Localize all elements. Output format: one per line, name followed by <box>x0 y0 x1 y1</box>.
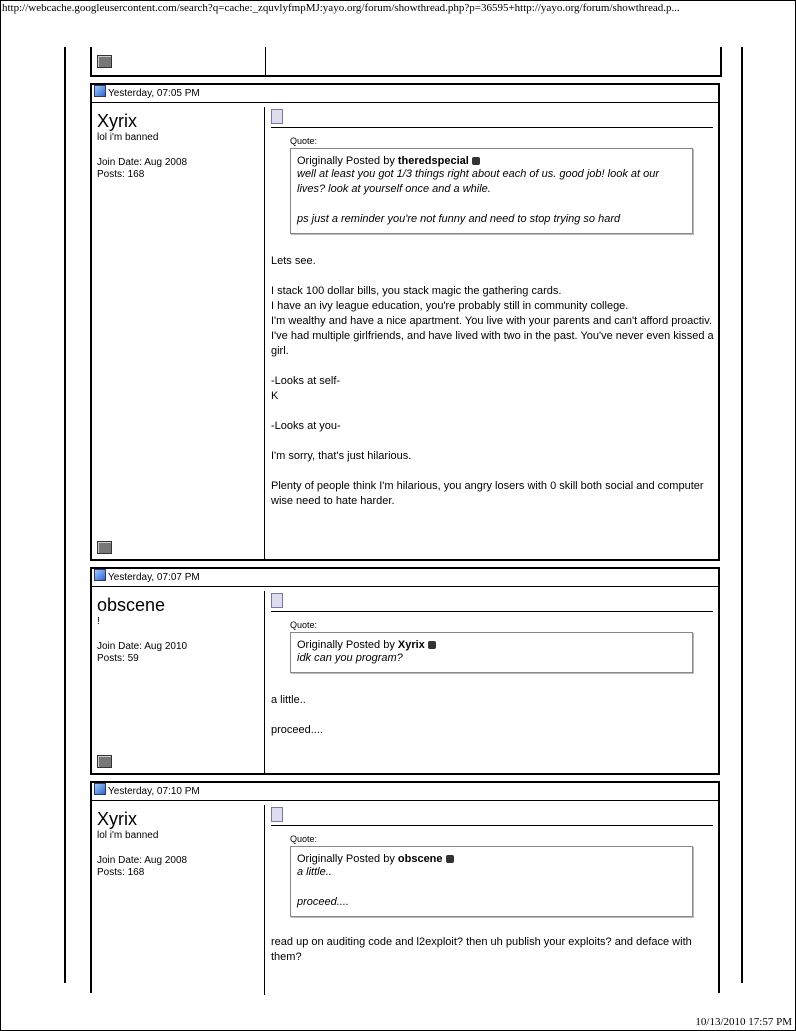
print-timestamp: 10/13/2010 17:57 PM <box>695 1016 792 1028</box>
post <box>90 567 720 775</box>
post-content <box>265 107 718 559</box>
username-link[interactable]: obscene <box>97 595 166 615</box>
quote-author: theredspecial <box>397 155 469 167</box>
user-title: ! <box>97 616 100 627</box>
post-count: Posts: 59 <box>97 653 139 664</box>
quote-prefix: Originally Posted by <box>297 155 395 167</box>
quote-prefix: Originally Posted by <box>297 639 395 651</box>
divider <box>271 825 713 826</box>
post <box>90 781 720 993</box>
post-timestamp: Yesterday, 07:07 PM <box>108 572 200 583</box>
post-doc-icon <box>94 569 106 581</box>
post-count: Posts: 168 <box>97 169 145 180</box>
offline-status-icon <box>97 541 112 554</box>
post-doc-icon <box>94 85 106 97</box>
username-link[interactable]: Xyrix <box>97 809 137 829</box>
quote-text: idk can you program? <box>297 652 403 664</box>
previous-post-tail <box>90 47 722 77</box>
post-doc-icon <box>94 783 106 795</box>
view-post-icon[interactable] <box>428 641 436 649</box>
divider <box>271 611 713 612</box>
quote-box <box>290 846 693 917</box>
quote-label: Quote: <box>290 834 318 844</box>
quote-label: Quote: <box>290 620 318 630</box>
left-border-line <box>64 47 66 983</box>
username-link[interactable]: Xyrix <box>97 111 137 131</box>
post-message: Lets see. I stack 100 dollar bills, you stack magic the gathering cards. I have an ivy league education, you're probably still in community college. I'm wealthy and have a nice apartment. You live with your parents and can't afford proactiv. I've had multiple girlfriends, and have lived with two in the past. You've never even kissed a girl. -Looks at self- K -Looks at you- I'm sorry, that's just hilarious. Plenty of people think I'm hilarious, you angry losers with 0 skill both social and computer wise need to hate harder. <box>271 255 714 507</box>
quote-prefix: Originally Posted by <box>297 853 395 865</box>
post-timestamp: Yesterday, 07:05 PM <box>108 88 200 99</box>
view-post-icon[interactable] <box>446 855 454 863</box>
quote-author: obscene <box>397 853 443 865</box>
post-content <box>265 591 718 773</box>
quote-text: a little.. proceed.... <box>297 866 349 908</box>
post-icon <box>271 593 283 608</box>
user-title: lol i'm banned <box>97 132 159 143</box>
quote-author: Xyrix <box>397 639 425 651</box>
post-content <box>265 805 718 995</box>
post-header <box>92 569 718 587</box>
post-message: a little.. proceed.... <box>271 694 323 736</box>
join-date: Join Date: Aug 2008 <box>97 855 188 866</box>
user-title: lol i'm banned <box>97 830 159 841</box>
view-post-icon[interactable] <box>472 157 480 165</box>
right-border-line <box>741 47 743 983</box>
user-info <box>92 107 265 559</box>
divider <box>271 127 713 128</box>
quote-text: well at least you got 1/3 things right about each of us. good job! look at our lives? look at yourself once and a while. ps just a reminder you're not funny and need to stop trying so hard <box>297 168 660 225</box>
post-timestamp: Yesterday, 07:10 PM <box>108 786 200 797</box>
post-message: read up on auditing code and l2exploit? then uh publish your exploits? and deface with them? <box>271 936 692 963</box>
post-header <box>92 783 718 801</box>
post-count: Posts: 168 <box>97 867 145 878</box>
user-info <box>92 591 265 773</box>
post-icon <box>271 109 283 124</box>
join-date: Join Date: Aug 2010 <box>97 641 188 652</box>
offline-status-icon <box>97 55 112 68</box>
offline-status-icon <box>97 755 112 768</box>
quote-label: Quote: <box>290 136 318 146</box>
post-header <box>92 85 718 103</box>
url-header: http://webcache.googleusercontent.com/search?q=cache:_zquvlyfmpMJ:yayo.org/forum/showthread.php?p=36595+http://yayo.org/forum/showthread.p... <box>2 2 680 14</box>
post-icon <box>271 807 283 822</box>
post <box>90 83 720 561</box>
quote-box <box>290 632 693 673</box>
join-date: Join Date: Aug 2008 <box>97 157 188 168</box>
user-info <box>92 805 265 995</box>
quote-box <box>290 148 693 234</box>
